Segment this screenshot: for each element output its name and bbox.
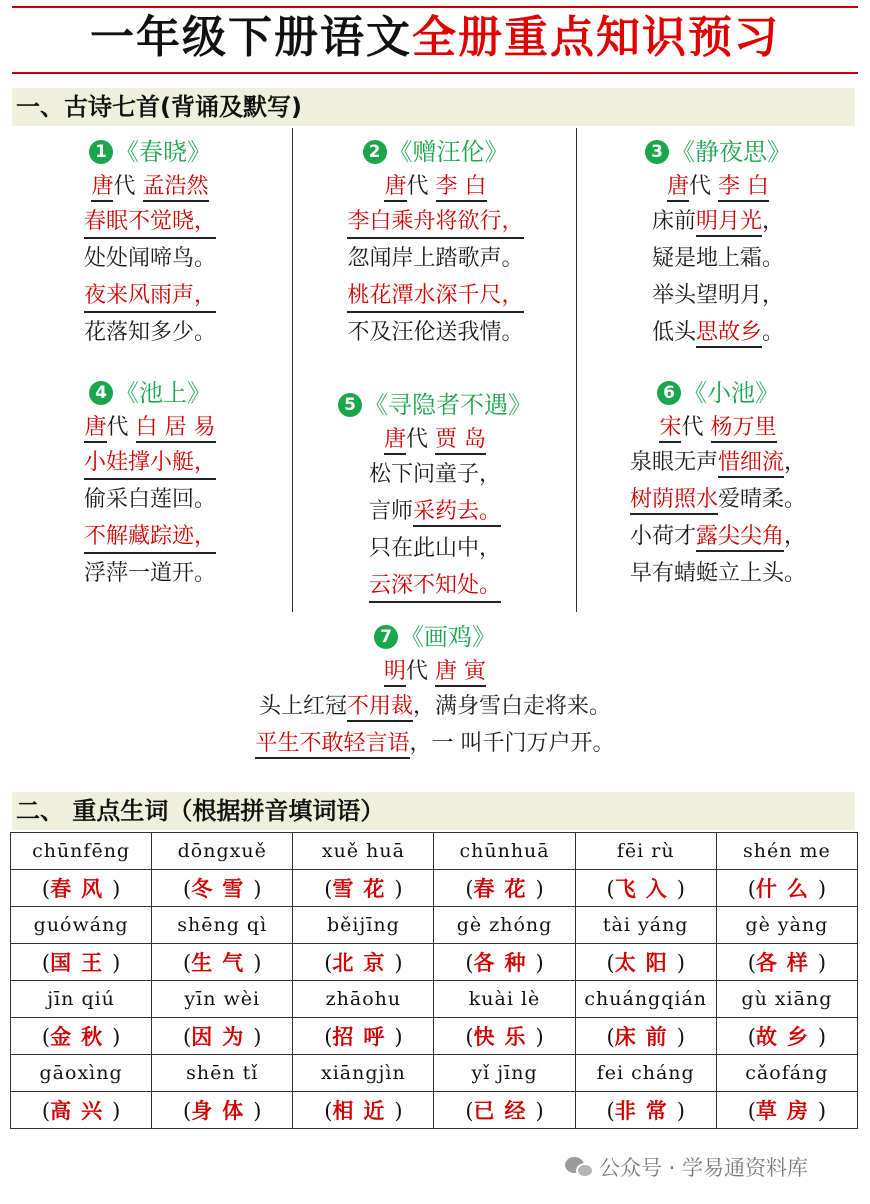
- poem-line: 举头望明月，: [651, 283, 784, 308]
- poem-title: 《小池》: [683, 379, 779, 407]
- number-badge-icon: 7: [374, 625, 398, 649]
- pinyin-cell: tài yáng: [575, 907, 716, 944]
- poem-dynasty: 宋: [659, 415, 681, 443]
- answer-word: 太阳: [614, 950, 677, 975]
- poem-line-blank: 明月光: [696, 209, 762, 237]
- poem-dynasty: 明: [384, 659, 406, 687]
- poem-line: 疑是地上霜。: [651, 246, 784, 271]
- poem-line: 言师: [368, 499, 413, 524]
- poem-line: 花落知多少。: [83, 320, 216, 345]
- poem-dai: 代: [406, 659, 429, 684]
- answer-cell: [11, 1092, 152, 1129]
- pinyin-row: [11, 833, 858, 870]
- answer-cell: [434, 1092, 575, 1129]
- poem-title: 《画鸡》: [400, 623, 496, 651]
- answer-word: 草房: [755, 1098, 818, 1123]
- paren-close: ): [112, 951, 121, 975]
- paren-close: ): [676, 951, 685, 975]
- title-part2: 全册重点知识预习: [412, 12, 780, 63]
- page-title: [0, 8, 870, 68]
- wechat-icon: [565, 1155, 595, 1179]
- poem-6: [598, 376, 838, 594]
- poem-dynasty: 唐: [384, 174, 406, 202]
- poem-3: [608, 135, 828, 353]
- paren-open: (: [183, 951, 192, 975]
- answer-word: 雪花: [332, 876, 395, 901]
- poem-dai: 代: [681, 415, 704, 440]
- poem-dai: 代: [406, 427, 429, 452]
- answer-word: 招呼: [332, 1024, 395, 1049]
- paren-close: ): [394, 1099, 403, 1123]
- paren-close: ): [253, 1025, 262, 1049]
- answer-word: 国王: [50, 950, 113, 975]
- section-2-header: [12, 792, 855, 830]
- pinyin-cell: shēn tǐ: [152, 1055, 293, 1092]
- answer-word: 床前: [614, 1024, 677, 1049]
- answer-word: 冬雪: [191, 876, 254, 901]
- poem-line: 头上红冠: [258, 694, 347, 719]
- poem-author: 杨万里: [711, 415, 777, 443]
- poem-dynasty: 唐: [667, 174, 689, 202]
- answer-cell: [716, 1092, 857, 1129]
- poem-line: 早有蜻蜓立上头。: [629, 561, 806, 586]
- pinyin-cell: shén me: [716, 833, 857, 870]
- poem-line: 李白乘舟将欲行，: [347, 207, 523, 239]
- poem-dai: 代: [689, 174, 712, 199]
- poem-author: 唐 寅: [435, 659, 486, 687]
- poem-line: ，满身雪白走将来。: [413, 694, 612, 719]
- paren-close: ): [394, 1025, 403, 1049]
- poem-line-blank: 惜细流: [718, 450, 784, 478]
- answer-cell: [293, 944, 434, 981]
- paren-close: ): [535, 877, 544, 901]
- pinyin-cell: chuángqián: [575, 981, 716, 1018]
- pinyin-cell: yīn wèi: [152, 981, 293, 1018]
- answer-word: 什么: [755, 876, 818, 901]
- section-1-header: [12, 88, 855, 126]
- pinyin-cell: kuài lè: [434, 981, 575, 1018]
- pinyin-row: [11, 907, 858, 944]
- paren-open: (: [606, 951, 615, 975]
- paren-close: ): [535, 1025, 544, 1049]
- number-badge-icon: 3: [645, 140, 669, 164]
- answer-cell: [575, 870, 716, 907]
- pinyin-cell: fei cháng: [575, 1055, 716, 1092]
- title-part1: 一年级下册语文: [90, 12, 412, 63]
- pinyin-cell: xuě huā: [293, 833, 434, 870]
- pinyin-row: [11, 1055, 858, 1092]
- answer-cell: [293, 1018, 434, 1055]
- pinyin-cell: yǐ jīng: [434, 1055, 575, 1092]
- poem-line: ，一 叫千门万户开。: [409, 731, 615, 756]
- poem-line: 床前: [651, 209, 696, 234]
- answer-cell: [434, 1018, 575, 1055]
- poem-title: 《春晓》: [115, 138, 211, 166]
- poem-line-blank: 树荫照水: [630, 487, 718, 515]
- paren-open: (: [465, 1025, 474, 1049]
- poem-line: 不及汪伦送我情。: [347, 320, 524, 345]
- answer-row: [11, 944, 858, 981]
- paren-open: (: [606, 1025, 615, 1049]
- poem-line-blank: 露尖尖角: [696, 524, 784, 552]
- title-divider: [12, 72, 858, 74]
- column-divider-right: [576, 128, 577, 612]
- paren-close: ): [394, 951, 403, 975]
- paren-open: (: [324, 877, 333, 901]
- answer-word: 身体: [191, 1098, 254, 1123]
- poem-line-punct: 。: [762, 320, 785, 345]
- paren-close: ): [253, 877, 262, 901]
- pinyin-row: [11, 981, 858, 1018]
- paren-close: ): [253, 1099, 262, 1123]
- poem-line: 桃花潭水深千尺，: [347, 281, 523, 313]
- pinyin-cell: gè zhóng: [434, 907, 575, 944]
- paren-open: (: [324, 951, 333, 975]
- footer-watermark: [565, 1152, 808, 1182]
- top-divider: [12, 6, 858, 8]
- poem-line: 松下问童子，: [368, 462, 501, 487]
- poem-line: 处处闻啼鸟。: [83, 246, 216, 271]
- pinyin-cell: běijīng: [293, 907, 434, 944]
- pinyin-cell: gè yàng: [716, 907, 857, 944]
- paren-close: ): [112, 1025, 121, 1049]
- answer-cell: [575, 944, 716, 981]
- poem-title: 《池上》: [115, 379, 211, 407]
- section-1-title: 一、古诗七首(背诵及默写): [16, 93, 302, 121]
- poem-title: 《赠汪伦》: [388, 138, 509, 166]
- answer-word: 北京: [332, 950, 395, 975]
- answer-cell: [434, 870, 575, 907]
- answer-cell: [152, 1092, 293, 1129]
- answer-word: 各种: [473, 950, 536, 975]
- pinyin-cell: dōngxuě: [152, 833, 293, 870]
- poem-author: 孟浩然: [143, 174, 209, 202]
- paren-open: (: [41, 1025, 51, 1049]
- paren-open: (: [606, 1099, 615, 1123]
- paren-open: (: [324, 1025, 333, 1049]
- poem-title: 《寻隐者不遇》: [364, 391, 532, 419]
- answer-cell: [152, 1018, 293, 1055]
- poem-author: 李 白: [436, 174, 487, 202]
- poem-dai: 代: [113, 174, 136, 199]
- poem-dynasty: 唐: [84, 415, 106, 443]
- answer-cell: [716, 1018, 857, 1055]
- answer-cell: [293, 1092, 434, 1129]
- answer-word: 高兴: [50, 1098, 113, 1123]
- poem-line: 偷采白莲回。: [83, 487, 216, 512]
- number-badge-icon: 5: [338, 393, 362, 417]
- number-badge-icon: 2: [363, 140, 387, 164]
- number-badge-icon: 1: [89, 140, 113, 164]
- paren-close: ): [817, 1025, 827, 1049]
- answer-word: 故乡: [755, 1024, 818, 1049]
- paren-close: ): [676, 877, 685, 901]
- poem-line-punct: ，: [762, 209, 785, 234]
- poem-line-blank: 采药去。: [413, 499, 501, 527]
- poem-line-punct: ，: [784, 450, 807, 475]
- answer-cell: [293, 870, 434, 907]
- poem-4: [40, 376, 260, 594]
- pinyin-cell: shēng qì: [152, 907, 293, 944]
- answer-word: 快乐: [473, 1024, 536, 1049]
- answer-word: 春风: [50, 876, 113, 901]
- poem-line: 小娃撑小艇，: [84, 448, 216, 480]
- poem-1: [40, 135, 260, 353]
- paren-open: (: [183, 877, 192, 901]
- paren-close: ): [394, 877, 403, 901]
- poem-5: [310, 388, 560, 606]
- paren-open: (: [41, 951, 51, 975]
- paren-open: (: [41, 877, 51, 901]
- paren-close: ): [535, 1099, 544, 1123]
- poem-line: 夜来风雨声，: [84, 281, 216, 313]
- paren-open: (: [747, 951, 756, 975]
- paren-open: (: [183, 1025, 192, 1049]
- paren-open: (: [747, 877, 756, 901]
- paren-close: ): [535, 951, 544, 975]
- answer-word: 飞入: [614, 876, 677, 901]
- answer-cell: [434, 944, 575, 981]
- poem-author: 贾 岛: [435, 427, 486, 455]
- paren-close: ): [817, 877, 827, 901]
- vocabulary-table: [10, 832, 858, 1129]
- poem-dynasty: 唐: [384, 427, 406, 455]
- answer-word: 非常: [614, 1098, 677, 1123]
- answer-cell: [11, 870, 152, 907]
- poem-line: 低头: [651, 320, 696, 345]
- paren-close: ): [817, 951, 827, 975]
- paren-open: (: [747, 1025, 756, 1049]
- poem-line: 春眠不觉晓，: [84, 207, 216, 239]
- number-badge-icon: 4: [89, 381, 113, 405]
- poem-line: 浮萍一道开。: [83, 561, 216, 586]
- pinyin-cell: xiāngjìn: [293, 1055, 434, 1092]
- paren-open: (: [324, 1099, 333, 1123]
- paren-close: ): [817, 1099, 827, 1123]
- poem-line: 忽闻岸上踏歌声。: [347, 246, 524, 271]
- answer-row: [11, 1018, 858, 1055]
- poem-dai: 代: [106, 415, 129, 440]
- paren-open: (: [747, 1099, 756, 1123]
- poem-line-blank: 不用裁: [347, 694, 413, 722]
- paren-open: (: [606, 877, 615, 901]
- poem-2: [318, 135, 553, 353]
- poem-author: 李 白: [718, 174, 769, 202]
- column-divider-left: [292, 128, 293, 612]
- pinyin-cell: chūnhuā: [434, 833, 575, 870]
- poem-line-blank: 思故乡: [696, 320, 762, 348]
- poem-author: 白 居 易: [136, 415, 216, 443]
- answer-word: 春花: [473, 876, 536, 901]
- answer-cell: [716, 870, 857, 907]
- pinyin-cell: cǎofáng: [716, 1055, 857, 1092]
- pinyin-cell: jīn qiú: [11, 981, 152, 1018]
- pinyin-cell: gù xiāng: [716, 981, 857, 1018]
- answer-row: [11, 1092, 858, 1129]
- section-2-title: 二、 重点生词（根据拼音填词语）: [16, 797, 385, 825]
- paren-close: ): [112, 1099, 121, 1123]
- pinyin-cell: fēi rù: [575, 833, 716, 870]
- paren-close: ): [112, 877, 121, 901]
- paren-open: (: [465, 1099, 474, 1123]
- poem-line: 小荷才: [629, 524, 696, 549]
- poem-7: [135, 620, 735, 764]
- poem-line: 云深不知处。: [369, 571, 501, 603]
- poem-line: 泉眼无声: [629, 450, 718, 475]
- answer-word: 生气: [191, 950, 254, 975]
- pinyin-cell: zhāohu: [293, 981, 434, 1018]
- paren-close: ): [676, 1025, 685, 1049]
- answer-word: 金秋: [50, 1024, 113, 1049]
- paren-open: (: [465, 877, 474, 901]
- answer-cell: [152, 870, 293, 907]
- pinyin-cell: guówáng: [11, 907, 152, 944]
- paren-open: (: [183, 1099, 192, 1123]
- answer-cell: [11, 1018, 152, 1055]
- answer-cell: [152, 944, 293, 981]
- paren-open: (: [465, 951, 474, 975]
- poem-line: 爱晴柔。: [718, 487, 807, 512]
- poem-line: 不解藏踪迹，: [84, 522, 216, 554]
- answer-cell: [716, 944, 857, 981]
- answer-word: 相近: [332, 1098, 395, 1123]
- answer-word: 因为: [191, 1024, 254, 1049]
- poem-dai: 代: [406, 174, 429, 199]
- answer-cell: [575, 1092, 716, 1129]
- poem-line: 只在此山中，: [368, 536, 501, 561]
- answer-word: 已经: [473, 1098, 536, 1123]
- paren-close: ): [676, 1099, 685, 1123]
- poem-dynasty: 唐: [91, 174, 113, 202]
- paren-close: ): [253, 951, 262, 975]
- pinyin-cell: gāoxìng: [11, 1055, 152, 1092]
- poem-line-punct: ，: [784, 524, 807, 549]
- number-badge-icon: 6: [657, 381, 681, 405]
- paren-open: (: [41, 1099, 51, 1123]
- poem-title: 《静夜思》: [671, 138, 791, 166]
- answer-row: [11, 870, 858, 907]
- pinyin-cell: chūnfēng: [11, 833, 152, 870]
- poem-line-blank: 平生不敢轻言语: [255, 731, 409, 759]
- footer-text: 公众号 · 学易通资料库: [599, 1156, 809, 1180]
- answer-cell: [11, 944, 152, 981]
- answer-word: 各样: [755, 950, 818, 975]
- answer-cell: [575, 1018, 716, 1055]
